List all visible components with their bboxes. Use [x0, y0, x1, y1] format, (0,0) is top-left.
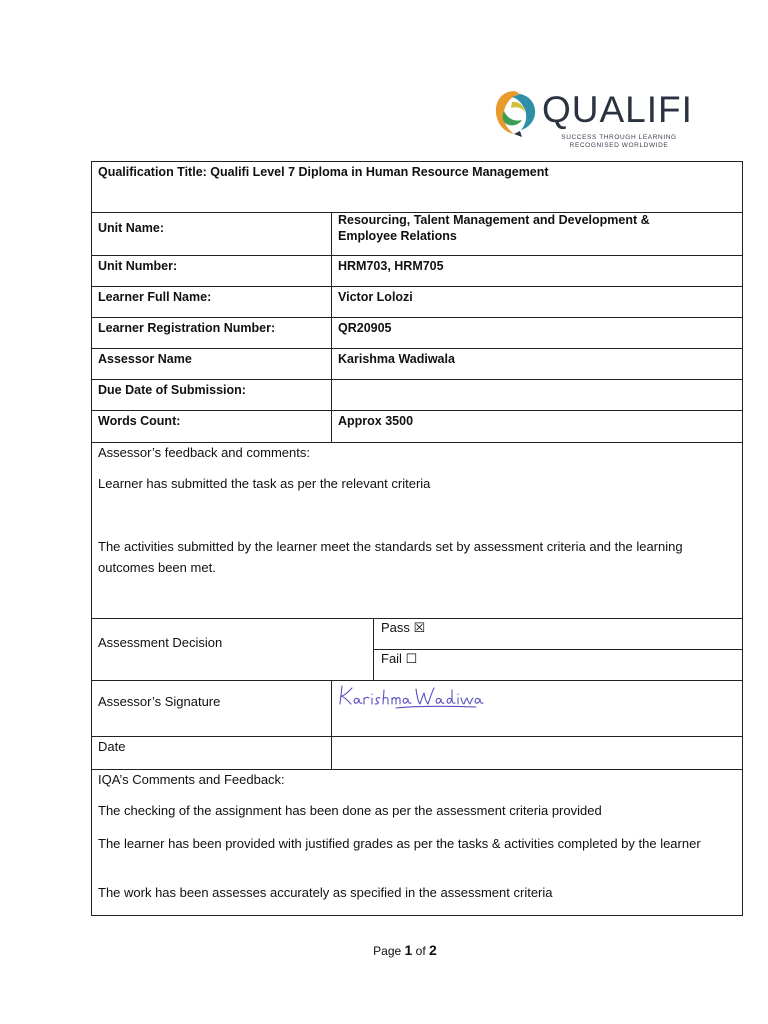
assessment-form [91, 161, 743, 916]
page-prefix: Page [373, 944, 405, 958]
assessor-name-label: Assessor Name [98, 352, 192, 366]
page-of: of [412, 944, 430, 958]
words-count-label: Words Count: [98, 414, 181, 428]
assessor-feedback-heading: Assessor’s feedback and comments: [98, 445, 310, 460]
iqa-line-1: The checking of the assignment has been done as per the assessment criteria provided [98, 803, 602, 818]
qualification-title: Qualification Title: Qualifi Level 7 Diploma in Human Resource Management [98, 165, 549, 179]
assessor-name-value: Karishma Wadiwala [338, 352, 455, 366]
assessor-feedback-line-1: Learner has submitted the task as per the relevant criteria [98, 476, 431, 491]
registration-value: QR20905 [338, 321, 392, 335]
pass-checkbox[interactable]: Pass ☒ [381, 620, 426, 635]
iqa-heading: IQA’s Comments and Feedback: [98, 772, 285, 787]
words-count-value: Approx 3500 [338, 414, 414, 428]
qualifi-logo [490, 88, 700, 152]
assessor-signature-label: Assessor’s Signature [98, 694, 221, 709]
learner-name-label: Learner Full Name: [98, 290, 212, 304]
assessment-decision-label: Assessment Decision [98, 635, 223, 650]
qualifi-logo-mark-icon [492, 88, 538, 138]
page-current: 1 [404, 942, 413, 958]
date-label: Date [98, 739, 126, 754]
iqa-line-3: The work has been assesses accurately as specified in the assessment criteria [98, 885, 553, 900]
learner-name-value: Victor Lolozi [338, 290, 413, 304]
page-footer [0, 942, 768, 958]
fail-checkbox[interactable]: Fail ☐ [381, 651, 418, 666]
handwritten-signature [336, 680, 486, 716]
assessor-feedback-line-2: The activities submitted by the learner meet the standards set by assessment criteria and the learning outcomes been met. [98, 539, 683, 575]
iqa-line-2: The learner has been provided with justified grades as per the tasks & activities completed by the learner [98, 836, 701, 851]
logo-tagline: SUCCESS THROUGH LEARNING RECOGNISED WORLDWIDE [561, 134, 677, 149]
unit-name-value: Resourcing, Talent Management and Development & Employee Relations [338, 213, 650, 243]
logo-wordmark: QUALIFI [542, 89, 693, 130]
page-total: 2 [429, 942, 437, 958]
unit-name-label: Unit Name: [98, 221, 164, 235]
due-date-label: Due Date of Submission: [98, 383, 246, 397]
unit-number-label: Unit Number: [98, 259, 178, 273]
unit-number-value: HRM703, HRM705 [338, 259, 444, 273]
registration-label: Learner Registration Number: [98, 321, 276, 335]
